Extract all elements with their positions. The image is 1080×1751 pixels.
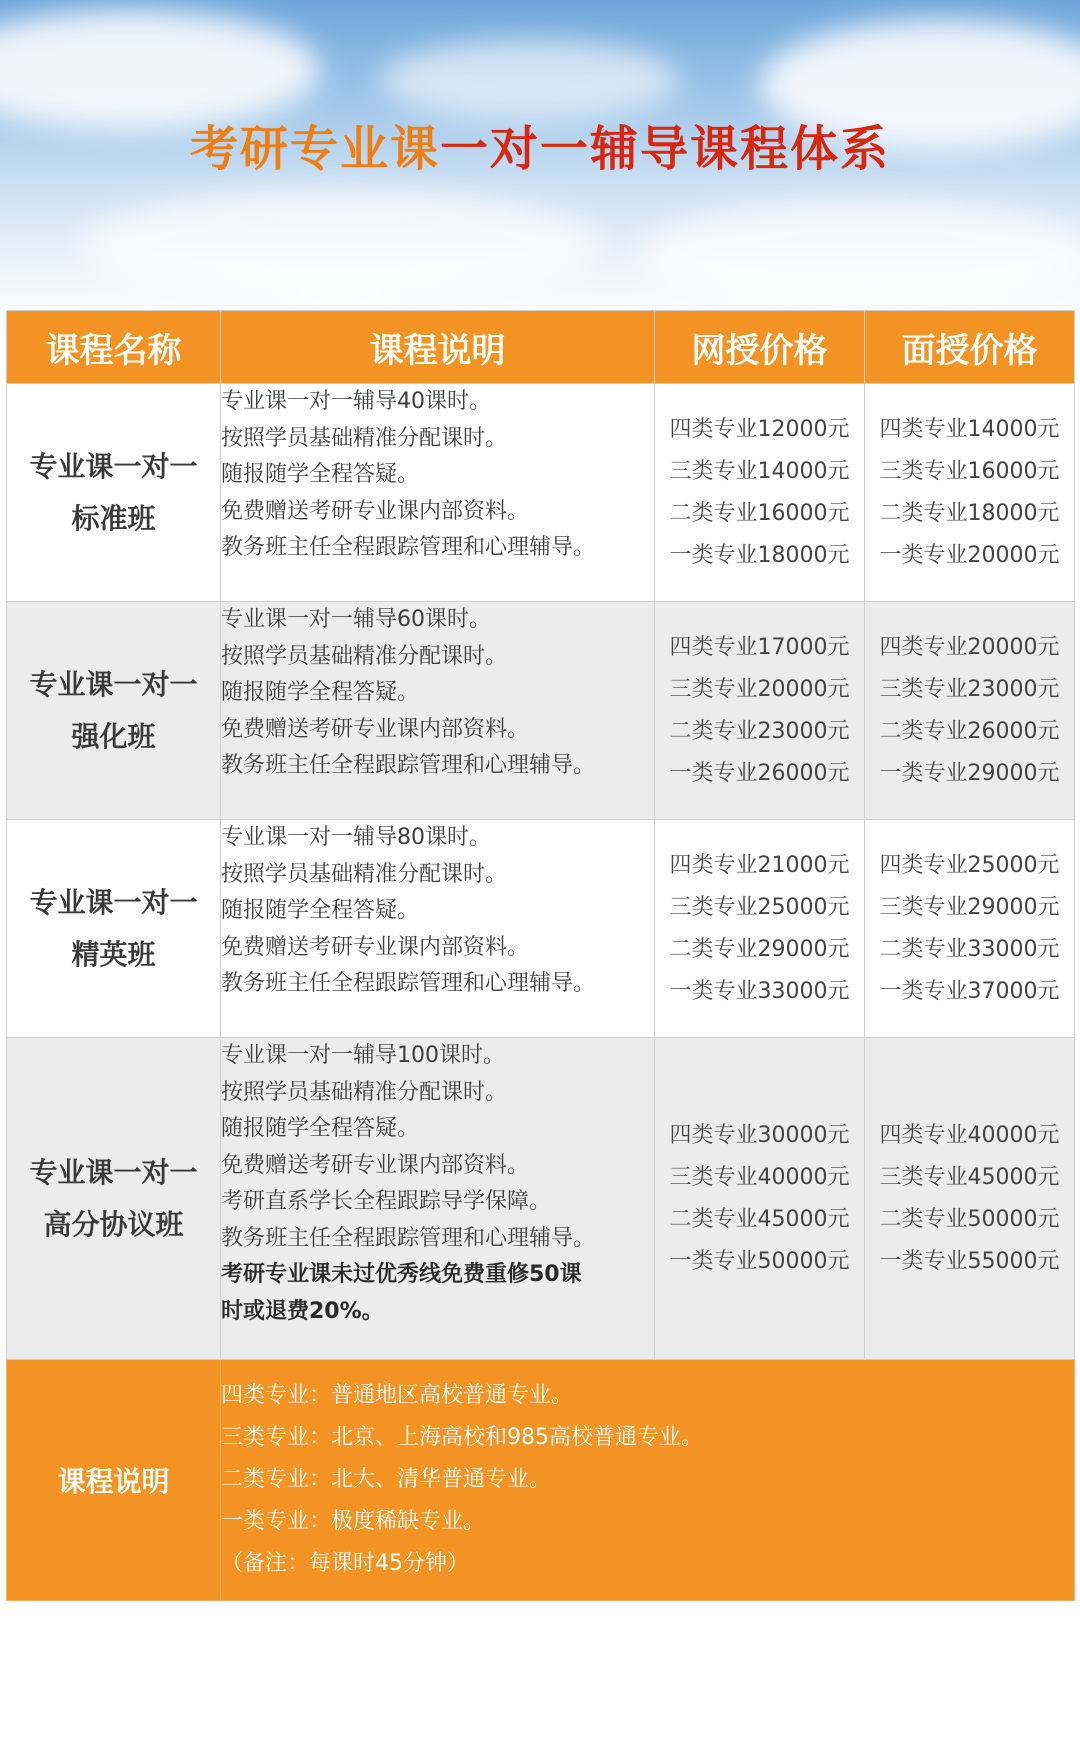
table-header-row bbox=[7, 311, 1075, 384]
page-title bbox=[0, 110, 1080, 179]
table-row bbox=[7, 820, 1075, 1038]
price-line: 四类专业14000元 bbox=[879, 416, 1060, 442]
desc-line: 按照学员基础精准分配课时。 bbox=[221, 425, 508, 451]
offline-price-cell bbox=[865, 1038, 1075, 1360]
price-line: 四类专业25000元 bbox=[879, 852, 1060, 878]
table-row bbox=[7, 1038, 1075, 1360]
price-line: 四类专业17000元 bbox=[669, 634, 850, 660]
price-line: 四类专业21000元 bbox=[669, 852, 850, 878]
price-line: 一类专业55000元 bbox=[879, 1248, 1060, 1274]
note-line: 三类专业：北京、上海高校和985高校普通专业。 bbox=[221, 1425, 703, 1450]
desc-line-guarantee: 考研专业课未过优秀线免费重修50课 bbox=[221, 1262, 582, 1287]
course-name: 专业课一对一 bbox=[29, 449, 198, 483]
course-desc-cell bbox=[221, 820, 655, 1038]
course-level: 标准班 bbox=[71, 501, 156, 535]
course-name: 专业课一对一 bbox=[29, 885, 198, 919]
desc-line: 考研直系学长全程跟踪导学保障。 bbox=[221, 1189, 552, 1214]
price-line: 四类专业30000元 bbox=[669, 1122, 850, 1148]
header-offline-price: 面授价格 bbox=[865, 311, 1075, 384]
course-name-cell bbox=[7, 820, 221, 1038]
course-level: 高分协议班 bbox=[43, 1207, 184, 1241]
desc-line: 免费赠送考研专业课内部资料。 bbox=[221, 1152, 530, 1178]
note-line: 四类专业：普通地区高校普通专业。 bbox=[221, 1383, 574, 1408]
note-line: 一类专业：极度稀缺专业。 bbox=[221, 1509, 486, 1534]
online-price-cell bbox=[655, 820, 865, 1038]
desc-line: 按照学员基础精准分配课时。 bbox=[221, 861, 508, 887]
price-line: 二类专业16000元 bbox=[669, 500, 850, 526]
course-table bbox=[6, 310, 1075, 1601]
notes-label: 课程说明 bbox=[7, 1360, 221, 1601]
offline-price-cell bbox=[865, 602, 1075, 820]
desc-line: 按照学员基础精准分配课时。 bbox=[221, 1079, 508, 1105]
desc-line: 教务班主任全程跟踪管理和心理辅导。 bbox=[221, 753, 596, 778]
desc-line: 专业课一对一辅导100课时。 bbox=[221, 1043, 505, 1068]
course-desc-cell bbox=[221, 384, 655, 602]
course-desc-cell bbox=[221, 1038, 655, 1360]
note-line: 二类专业：北大、清华普通专业。 bbox=[221, 1467, 552, 1492]
notes-body bbox=[221, 1360, 1075, 1601]
price-line: 三类专业16000元 bbox=[879, 458, 1060, 484]
price-line: 三类专业25000元 bbox=[669, 894, 850, 920]
desc-line: 按照学员基础精准分配课时。 bbox=[221, 643, 508, 669]
header-online-price: 网授价格 bbox=[655, 311, 865, 384]
desc-line: 专业课一对一辅导40课时。 bbox=[221, 389, 491, 414]
price-line: 一类专业26000元 bbox=[669, 760, 850, 786]
desc-line: 免费赠送考研专业课内部资料。 bbox=[221, 716, 530, 742]
price-line: 二类专业26000元 bbox=[879, 718, 1060, 744]
price-line: 一类专业33000元 bbox=[669, 978, 850, 1004]
cloud-decoration bbox=[380, 40, 680, 120]
price-line: 三类专业23000元 bbox=[879, 676, 1060, 702]
note-line: （备注：每课时45分钟） bbox=[221, 1551, 469, 1576]
table-row bbox=[7, 602, 1075, 820]
price-line: 一类专业20000元 bbox=[879, 542, 1060, 568]
online-price-cell bbox=[655, 602, 865, 820]
table-row bbox=[7, 384, 1075, 602]
price-line: 一类专业18000元 bbox=[669, 542, 850, 568]
header-course-name: 课程名称 bbox=[7, 311, 221, 384]
price-line: 二类专业50000元 bbox=[879, 1206, 1060, 1232]
desc-line: 免费赠送考研专业课内部资料。 bbox=[221, 498, 530, 524]
online-price-cell bbox=[655, 1038, 865, 1360]
price-line: 四类专业12000元 bbox=[669, 416, 850, 442]
desc-line-guarantee: 时或退费20%。 bbox=[221, 1298, 384, 1324]
desc-line: 随报随学全程答疑。 bbox=[221, 462, 420, 487]
desc-line: 随报随学全程答疑。 bbox=[221, 680, 420, 705]
desc-line: 教务班主任全程跟踪管理和心理辅导。 bbox=[221, 971, 596, 996]
price-line: 二类专业23000元 bbox=[669, 718, 850, 744]
desc-line: 随报随学全程答疑。 bbox=[221, 898, 420, 923]
price-line: 二类专业45000元 bbox=[669, 1206, 850, 1232]
cloud-decoration bbox=[640, 200, 1080, 310]
price-line: 三类专业40000元 bbox=[669, 1164, 850, 1190]
desc-line: 专业课一对一辅导80课时。 bbox=[221, 825, 491, 850]
price-line: 四类专业40000元 bbox=[879, 1122, 1060, 1148]
price-line: 四类专业20000元 bbox=[879, 634, 1060, 660]
desc-line: 专业课一对一辅导60课时。 bbox=[221, 607, 491, 632]
online-price-cell bbox=[655, 384, 865, 602]
notes-row bbox=[7, 1360, 1075, 1601]
price-line: 三类专业14000元 bbox=[669, 458, 850, 484]
header-course-desc: 课程说明 bbox=[221, 311, 655, 384]
cloud-decoration bbox=[80, 190, 600, 300]
price-line: 一类专业29000元 bbox=[879, 760, 1060, 786]
course-name: 专业课一对一 bbox=[29, 667, 198, 701]
price-line: 一类专业37000元 bbox=[879, 978, 1060, 1004]
desc-line: 教务班主任全程跟踪管理和心理辅导。 bbox=[221, 1225, 596, 1251]
course-name-cell bbox=[7, 602, 221, 820]
price-line: 二类专业29000元 bbox=[669, 936, 850, 962]
course-desc-cell bbox=[221, 602, 655, 820]
course-name-cell bbox=[7, 1038, 221, 1360]
price-line: 一类专业50000元 bbox=[669, 1248, 850, 1274]
title-part-red: 一对一辅导课程体系 bbox=[440, 121, 891, 177]
price-line: 三类专业20000元 bbox=[669, 676, 850, 702]
price-line: 三类专业45000元 bbox=[879, 1164, 1060, 1190]
course-name: 专业课一对一 bbox=[29, 1155, 198, 1189]
desc-line: 随报随学全程答疑。 bbox=[221, 1116, 420, 1141]
course-level: 精英班 bbox=[71, 937, 156, 971]
desc-line: 免费赠送考研专业课内部资料。 bbox=[221, 934, 530, 960]
offline-price-cell bbox=[865, 384, 1075, 602]
desc-line: 教务班主任全程跟踪管理和心理辅导。 bbox=[221, 535, 596, 560]
price-line: 二类专业18000元 bbox=[879, 500, 1060, 526]
course-name-cell bbox=[7, 384, 221, 602]
offline-price-cell bbox=[865, 820, 1075, 1038]
course-level: 强化班 bbox=[71, 719, 156, 753]
price-line: 二类专业33000元 bbox=[879, 936, 1060, 962]
title-part-orange: 考研专业课 bbox=[189, 121, 440, 177]
price-line: 三类专业29000元 bbox=[879, 894, 1060, 920]
